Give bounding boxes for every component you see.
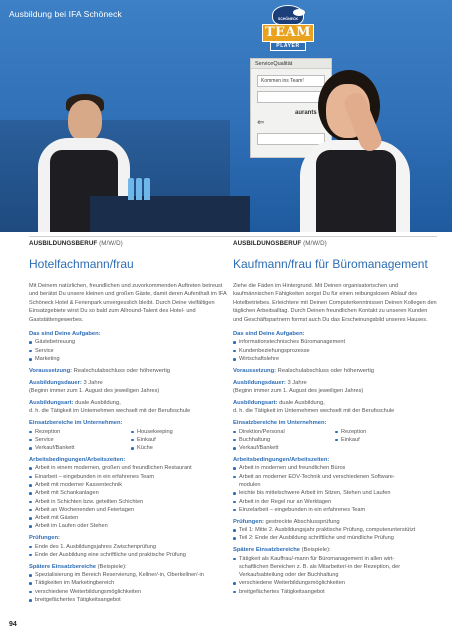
section-kicker: AUSBILDUNGSBERUF (M/W/D) <box>233 240 327 247</box>
duration: Ausbildungsdauer: 3 Jahre <box>29 379 103 386</box>
sign-top-label: ServiceQualität <box>251 59 331 69</box>
list-item: Arbeit in einem modernen, großen und freundlichen Restaurant <box>29 464 233 472</box>
list-item: verschiedene Weiterbildungsmöglichkeiten <box>233 579 437 587</box>
tasks-list <box>29 338 233 363</box>
section-kicker: AUSBILDUNGSBERUF (M/W/D) <box>29 240 123 247</box>
requirement: Voraussetzung: Realschulabschluss oder höherwertig <box>233 367 375 374</box>
list-item: Einkauf <box>335 436 437 444</box>
crest-icon <box>293 9 305 16</box>
list-item: Arbeit an Wochenenden und Feiertagen <box>29 506 233 514</box>
logo-emblem: SCHÖNECK <box>272 5 304 25</box>
sign-row: Kommen ins Team! <box>257 75 325 87</box>
list-item: informationstechnisches Büromanagement <box>233 338 437 346</box>
bar-counter <box>90 196 250 232</box>
areas-list <box>29 428 233 453</box>
exams-heading: Prüfungen: gestreckte Abschlussprüfung <box>233 518 340 525</box>
page-number: 94 <box>9 621 17 628</box>
list-item: Rezeption <box>335 428 437 436</box>
list-item: Arbeit im Laufen oder Stehen <box>29 522 233 530</box>
training-type: Ausbildungsart: duale Ausbildung, <box>29 399 121 406</box>
man-head <box>68 100 102 142</box>
list-item: Einkauf <box>131 436 233 444</box>
list-item-continued: modulen <box>239 481 261 488</box>
divider <box>29 236 233 237</box>
list-item: Teil 2: Ende der Ausbildung schriftliche und mündliche Prüfung <box>233 534 437 542</box>
sign-row-empty <box>257 91 325 103</box>
list-item: Arbeit in der Regel nur an Werktagen <box>233 498 437 506</box>
job-intro: Mit Deinem natürlichen, freundlichen und zuvorkommenden Auftreten betreust und berätst Du unsere kleinen und großen Gäste, damit deren Aufenthalt im IFA Schöneck Hotel & Ferienpark unvergesslich bleibt. Durch Deine vielfältigen Einsatzgebiete wirst Du so bald zum Allround-Talent des Hotel- und Gaststättengewerbes. <box>29 283 227 323</box>
list-item: Tätigkeiten im Marketingbereich <box>29 579 233 587</box>
list-item: Ende der Ausbildung eine schriftliche und praktische Prüfung <box>29 551 233 559</box>
job-intro: Ziehe die Fäden im Hintergrund. Mit Deinen organisatorischen und kaufmännischen Fähigkeiten sorgst Du für einen reibungslosen Ablauf des Hotelbetriebes. Erleichtere mit Deinen Computerkenntnissen Deinen Kollegen den täglichen Arbeitsalltag. Durch Deinen freundlichen Kontakt zu unseren Kunden und Geschäftspartnern formst auch Du das Erscheinungsbild unseres Hauses. <box>233 283 437 323</box>
exams-heading: Prüfungen: <box>29 535 60 542</box>
tasks-heading: Das sind Deine Aufgaben: <box>233 331 305 337</box>
conditions-list <box>29 464 233 530</box>
list-item: Küche <box>131 444 233 452</box>
list-item: Service <box>29 347 233 355</box>
list-item: Wirtschaftslehre <box>233 355 437 363</box>
header-photo <box>0 0 452 232</box>
later-heading: Spätere Einsatzbereiche (Beispiele): <box>29 563 127 570</box>
list-item: Verkauf/Bankett <box>29 444 131 452</box>
requirement: Voraussetzung: Realschulabschluss oder höherwertig <box>29 367 171 374</box>
duration-note: (Beginn immer zum 1. August des jeweiligen Jahres) <box>233 388 364 395</box>
job-title: Kaufmann/frau für Büromanagement <box>233 257 428 271</box>
list-item: Arbeit in modernen und freundlichen Büros <box>233 464 437 472</box>
column-kaufmann-bueromanagement <box>233 236 437 596</box>
list-item: Housekeeping <box>131 428 233 436</box>
list-item: Kundenbeziehungsprozesse <box>233 347 437 355</box>
list-item: breitgefächertes Tätigkeitsangebot <box>233 588 437 596</box>
job-title: Hotelfachmann/frau <box>29 257 134 271</box>
list-item: Direktion/Personal <box>233 428 335 436</box>
list-item: Spezialisierung im Bereich Reservierung, Kellner/-in, Oberkellner/-in <box>29 571 233 579</box>
list-item: Gästebetreuung <box>29 338 233 346</box>
list-item: Verkauf/Bankett <box>233 444 335 452</box>
areas-heading: Einsatzbereiche im Unternehmen: <box>29 420 123 427</box>
sign-label: aurants <box>295 110 317 116</box>
list-item: Ende des 1. Ausbildungsjahres Zwischenprüfung <box>29 543 233 551</box>
list-item: Tätigkeit als Kauffrau/-mann für Büromanagement in allen wirt- <box>233 555 437 563</box>
training-type: Ausbildungsart: duale Ausbildung, <box>233 399 325 406</box>
list-item: Einarbeit – eingebunden in ein erfahrenes Team <box>29 473 233 481</box>
column-hotelfachmann <box>29 236 233 604</box>
woman-vest <box>316 150 396 232</box>
duration-note: (Beginn immer zum 1. August des jeweiligen Jahres) <box>29 388 160 395</box>
conditions-list <box>233 464 437 514</box>
list-item: Buchhaltung <box>233 436 335 444</box>
training-type-note: d. h. die Tätigkeit im Unternehmen wechselt mit der Berufsschule <box>29 408 191 415</box>
later-heading: Spätere Einsatzbereiche (Beispiele): <box>233 547 331 554</box>
training-type-note: d. h. die Tätigkeit im Unternehmen wechselt mit der Berufsschule <box>233 408 395 415</box>
bottles <box>128 178 158 200</box>
list-item: Arbeit mit moderner Kassentechnik <box>29 481 233 489</box>
list-item: leichte bis mittelschwere Arbeit im Sitzen, Stehen und Laufen <box>233 489 437 497</box>
list-item-continued: Verkaufsabteilung oder der Buchhaltung <box>239 572 339 579</box>
list-item: Rezeption <box>29 428 131 436</box>
later-list <box>233 555 437 596</box>
list-item: Arbeit in Schichten bzw. geteilten Schichten <box>29 498 233 506</box>
list-item: Arbeit mit Gästen <box>29 514 233 522</box>
page-header-title: Ausbildung bei IFA Schöneck <box>9 9 122 19</box>
conditions-heading: Arbeitsbedingungen/Arbeitszeiten: <box>29 456 126 463</box>
list-item: Marketing <box>29 355 233 363</box>
duration: Ausbildungsdauer: 3 Jahre <box>233 379 307 386</box>
list-item: Service <box>29 436 131 444</box>
tasks-heading: Das sind Deine Aufgaben: <box>29 331 101 337</box>
list-item: verschiedene Weiterbildungsmöglichkeiten <box>29 588 233 596</box>
areas-list <box>233 428 437 453</box>
divider <box>233 236 437 237</box>
sign-row-empty <box>257 133 325 145</box>
arrow-left-icon: ⇐ <box>257 117 265 127</box>
later-list <box>29 571 233 604</box>
list-item: Teil 1: Mitte 2. Ausbildungsjahr praktische Prüfung, computerunterstützt <box>233 526 437 534</box>
areas-heading: Einsatzbereiche im Unternehmen: <box>233 420 327 427</box>
team-player-logo <box>262 5 314 65</box>
logo-banner: TEAM <box>262 24 314 42</box>
exams-list <box>29 543 233 560</box>
list-item-continued: schaftlichen Bereichen z. B. als Mitarbeiter/-in der Rezeption, der <box>239 563 401 570</box>
list-item: Arbeit mit Schankanlagen <box>29 489 233 497</box>
list-item: Arbeit an moderner EDV-Technik und verschiedenen Software- <box>233 473 437 481</box>
logo-sub: PLAYER <box>270 42 306 51</box>
exams-list <box>233 526 437 543</box>
list-item: breitgefächertes Tätigkeitsangebot <box>29 596 233 604</box>
list-item: Einzelarbeit – eingebunden in ein erfahrenes Team <box>233 506 437 514</box>
conditions-heading: Arbeitsbedingungen/Arbeitszeiten: <box>233 456 330 463</box>
tasks-list <box>233 338 437 363</box>
